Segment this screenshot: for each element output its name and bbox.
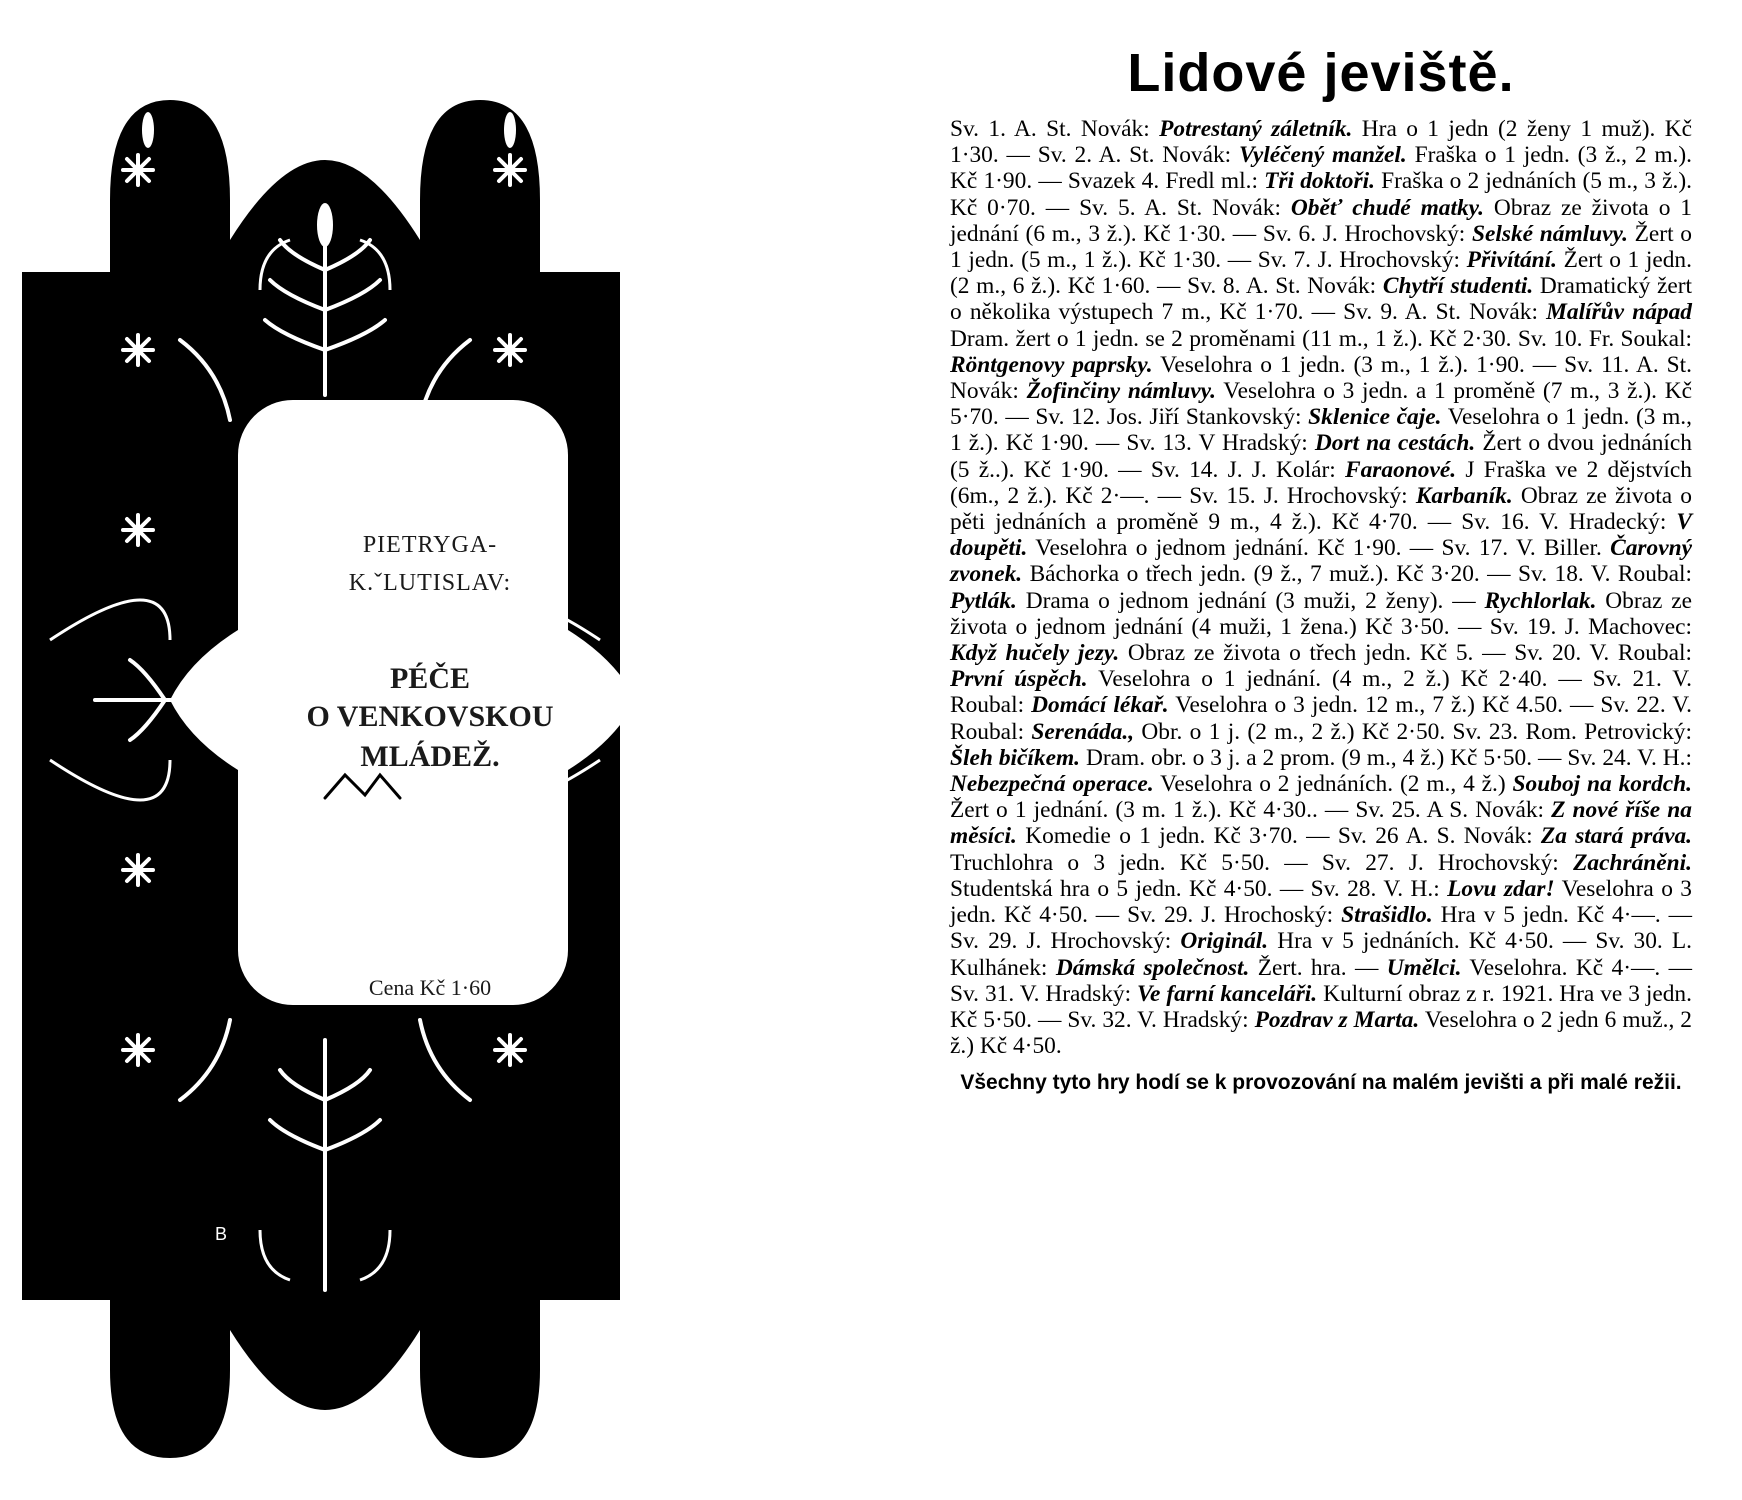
entry-details: Veselohra o 1 jedn. (3 m., 1 ž.). Kč 1·90. — (950, 404, 1693, 457)
entry-details: Veselohra o 3 jedn. 12 m., 7 ž.) Kč 4.50. — (1168, 692, 1601, 719)
entry-title: Vyléčený manžel. (1238, 142, 1407, 169)
entry-author: Sv. 2. A. St. Novák: (1037, 142, 1239, 169)
entry-author: Sv. 29. J. Hrochoský: (1127, 902, 1342, 929)
entry-details: Truchlohra o 3 jedn. Kč 5·50. — (950, 849, 1322, 876)
entry-title: Serenáda., (1031, 718, 1135, 745)
entry-author: Sv. 29. J. Hrochovský: (950, 928, 1181, 955)
entry-author: Sv. 26 A. S. Novák: (1337, 823, 1541, 850)
entry-author: Sv. 14. J. J. Kolár: (1150, 456, 1345, 483)
entry-title: Dámská společnost. (1055, 954, 1250, 981)
entry-title: Oběť chudé matky. (1290, 194, 1485, 221)
entry-details: Dram. žert o 1 jedn. se 2 proměnami (11 m., 1 ž.). Kč 2·30. (950, 325, 1518, 352)
entry-details: Veselohra o 2 jedn 6 muž., 2 ž.) Kč 4·50. (950, 1006, 1692, 1060)
entry-details: J Fraška ve 2 dějstvích (6m., 2 ž.). Kč 2·—. — (950, 456, 1693, 509)
entry-author: Sv. 5. A. St. Novák: (1079, 194, 1291, 221)
entry-title: Lovu zdar! (1447, 875, 1555, 902)
entry-details: Fraška o 2 jednáních (5 m., 3 ž.). Kč 0·70. — (950, 168, 1692, 221)
entry-author: Sv. 1. A. St. Novák: (950, 116, 1160, 142)
entry-author: Svazek 4. Fredl ml.: (1067, 168, 1265, 195)
entry-details: Žert o dvou jednáních (5 ž..). Kč 1·90. — (950, 430, 1693, 483)
entry-author: Sv. 20. V. Roubal: (1514, 640, 1692, 667)
catalog-note: Všechny tyto hry hodí se k provozování na malém jevišti a při malé režii. (960, 1071, 1682, 1095)
cover-author-line1: PIETRYGA- (362, 532, 498, 558)
entry-author: Sv. 30. L. Kulhánek: (950, 928, 1692, 981)
catalog-entry (1387, 955, 1692, 981)
entry-author: Sv. 12. Jos. Jiří Stankovský: (1035, 404, 1309, 431)
entry-author: Sv. 28. V. H.: (1310, 875, 1448, 902)
entry-title: Umělci. (1386, 954, 1462, 981)
entry-details: Žert o 1 jedn. (2 m., 6 ž.). Kč 1·60. — (950, 247, 1692, 300)
entry-author: Sv. 21. V. Roubal: (950, 666, 1692, 719)
entry-author: Sv. 19. J. Machovec: (1489, 613, 1692, 640)
entry-details: Obraz ze života o pěti jednáních a proměně 9 m., 4 ž.). Kč 4·70. — (950, 482, 1692, 536)
entry-title: Čarovný zvonek. (950, 535, 1692, 588)
cover-title-line3: MLÁDEŽ. (360, 740, 500, 773)
entry-author: Sv. 9. A. St. Novák: (1343, 299, 1547, 326)
entry-title: Pozdrav z Marta. (1254, 1006, 1420, 1033)
entry-details: Hra v 5 jedn. Kč 4·—. — (1432, 902, 1692, 929)
entry-title: Šleh bičíkem. (950, 744, 1081, 771)
entry-title: První úspěch. (950, 666, 1088, 693)
entry-title: Rychlorlak. (1484, 587, 1597, 614)
cover-title-line1: PÉČE (389, 662, 470, 695)
entry-details: Veselohra o 1 jednání. (4 m., 2 ž.) Kč 2·40. — (1087, 666, 1593, 693)
entry-details: Hra v 5 jednáních. Kč 4·50. — (1268, 928, 1596, 955)
entry-details: Obraz ze života o jednom jednání (4 muži, 1 žena.) Kč 3·50. — (950, 587, 1692, 640)
entry-author: Sv. 31. V. Hradský: (950, 980, 1138, 1007)
entry-title: Za stará práva. (1540, 823, 1692, 850)
cover-author-line2: K.ˇLUTISLAV: (348, 570, 512, 596)
entry-title: Domácí lékař. (1031, 692, 1169, 719)
entry-details: Dram. obr. o 3 j. a 2 prom. (9 m., 4 ž.) Kč 5·50. — (1080, 744, 1568, 771)
catalog-column (950, 42, 1692, 1096)
entry-author: Sv. 18. V. Roubal: (1518, 561, 1692, 588)
entry-author: Sv. 16. V. Hradecký: (1461, 509, 1677, 536)
entry-title: Ve farní kanceláři. (1137, 980, 1318, 1007)
entry-details: Veselohra o 2 jednáních. (2 m., 4 ž.) (1153, 771, 1513, 798)
entry-details: Dramatický žert o několika výstupech 7 m., Kč 1·70. — (950, 273, 1693, 326)
book-cover (20, 40, 630, 1460)
entry-author: Sv. 23. Rom. Petrovický: (1452, 718, 1692, 745)
entry-details: Žert. hra. — (1249, 954, 1387, 981)
entry-details: Veselohra o jednom jednání. Kč 1·90. — (1027, 535, 1442, 562)
cover-title-line2: O VENKOVSKOU (306, 700, 554, 733)
entry-title: V doupěti. (950, 509, 1693, 562)
entry-details: Hra o 1 jedn (2 ženy 1 muž). Kč 1·30. — (950, 116, 1693, 169)
entry-author: Sv. 8. A. St. Novák: (1187, 273, 1383, 300)
entry-details: Obraz ze života o 1 jednání (6 m., 3 ž.). Kč 1·30. — (950, 194, 1693, 247)
catalog-listing (950, 116, 1692, 1059)
entry-title: Malířův nápad (1546, 299, 1692, 326)
entry-author: Sv. 17. V. Biller. (1441, 535, 1611, 562)
entry-title: Nebezpečná operace. (950, 771, 1154, 798)
entry-title: Karbaník. (1415, 482, 1513, 509)
entry-title: Strašidlo. (1341, 902, 1433, 929)
entry-title: Sklenice čaje. (1308, 404, 1442, 431)
entry-title: Selské námluvy. (1472, 220, 1628, 247)
entry-details: Veselohra. Kč 4·—. — (1461, 954, 1692, 981)
entry-title: Žofinčiny námluvy. (1026, 378, 1216, 405)
entry-author: Sv. 22. V. Roubal: (950, 692, 1692, 745)
entry-title: Chytří studenti. (1382, 273, 1534, 300)
entry-author: Sv. 25. A S. Novák: (1355, 797, 1552, 824)
catalog-heading: Lidové jeviště. (1127, 43, 1515, 103)
entry-author: Sv. 27. J. Hrochovský: (1321, 849, 1574, 876)
entry-author: Sv. 10. Fr. Soukal: (1517, 325, 1692, 352)
entry-title: Zachráněni. (1573, 849, 1693, 876)
entry-details: Studentská hra o 5 jedn. Kč 4·50. — (950, 875, 1311, 902)
entry-author: Sv. 6. J. Hrochovský: (1262, 220, 1472, 247)
entry-details: Veselohra o 3 jedn. a 1 proměně (7 m., 3 ž.). Kč 5·70. — (950, 378, 1692, 431)
entry-title: Přivítání. (1466, 247, 1557, 274)
catalog-entry (1127, 902, 1692, 928)
entry-title: Dort na cestách. (1314, 430, 1476, 457)
entry-details: Komedie o 1 jedn. Kč 3·70. — (1016, 823, 1338, 850)
entry-title: Z nové říše na měsíci. (950, 797, 1692, 850)
entry-details: Obr. o 1 j. (2 m., 2 ž.) Kč 2·50. (1134, 718, 1453, 745)
entry-title: Faraonové. (1344, 456, 1457, 483)
entry-title: Tři doktoři. (1264, 168, 1375, 195)
entry-details: Žert o 1 jednání. (3 m. 1 ž.). Kč 4·30.. — (950, 797, 1356, 824)
entry-details: Veselohra o 3 jedn. Kč 4·50. — (950, 875, 1693, 929)
entry-title: Souboj na kordch. (1512, 771, 1692, 798)
entry-title: Röntgenovy paprsky. (950, 351, 1153, 378)
entry-author: Sv. 32. V. Hradský: (1067, 1006, 1255, 1033)
entry-author: Sv. 15. J. Hrochovský: (1189, 482, 1416, 509)
corner-mark: B (215, 1224, 228, 1244)
entry-details: Fraška o 1 jedn. (3 ž., 2 m.). Kč 1·90. — (950, 142, 1692, 195)
entry-details: Obraz ze života o třech jedn. Kč 5. — (1119, 640, 1515, 667)
catalog-entry (950, 928, 1595, 954)
entry-title: Originál. (1180, 928, 1269, 955)
entry-title: Když hučely jezy. (950, 640, 1120, 667)
entry-details: Drama o jednom jednání (3 muži, 2 ženy). — (1016, 587, 1485, 614)
entry-author: Sv. 13. V Hradský: (1126, 430, 1315, 457)
cover-price: Cena Kč 1·60 (368, 975, 492, 1000)
entry-details: Báchorka o třech jedn. (9 ž., 7 muž.). Kč 3·20. — (1022, 561, 1519, 588)
entry-details: Kulturní obraz z r. 1921. Hra ve 3 jedn. Kč 5·50. — (950, 980, 1692, 1033)
entry-title: Pytlák. (950, 587, 1017, 614)
entry-title: Potrestaný záletník. (1159, 116, 1353, 142)
entry-details: Žert o 1 jedn. (5 m., 1 ž.). Kč 1·30. — (950, 220, 1692, 274)
entry-author: Sv. 24. V. H.: (1567, 744, 1692, 771)
entry-author: Sv. 7. J. Hrochovský: (1257, 247, 1467, 274)
entry-details: Veselohra o 1 jedn. (3 m., 1 ž.). 1·90. — (1152, 351, 1565, 378)
entry-author: Sv. 11. A. St. Novák: (950, 351, 1693, 405)
